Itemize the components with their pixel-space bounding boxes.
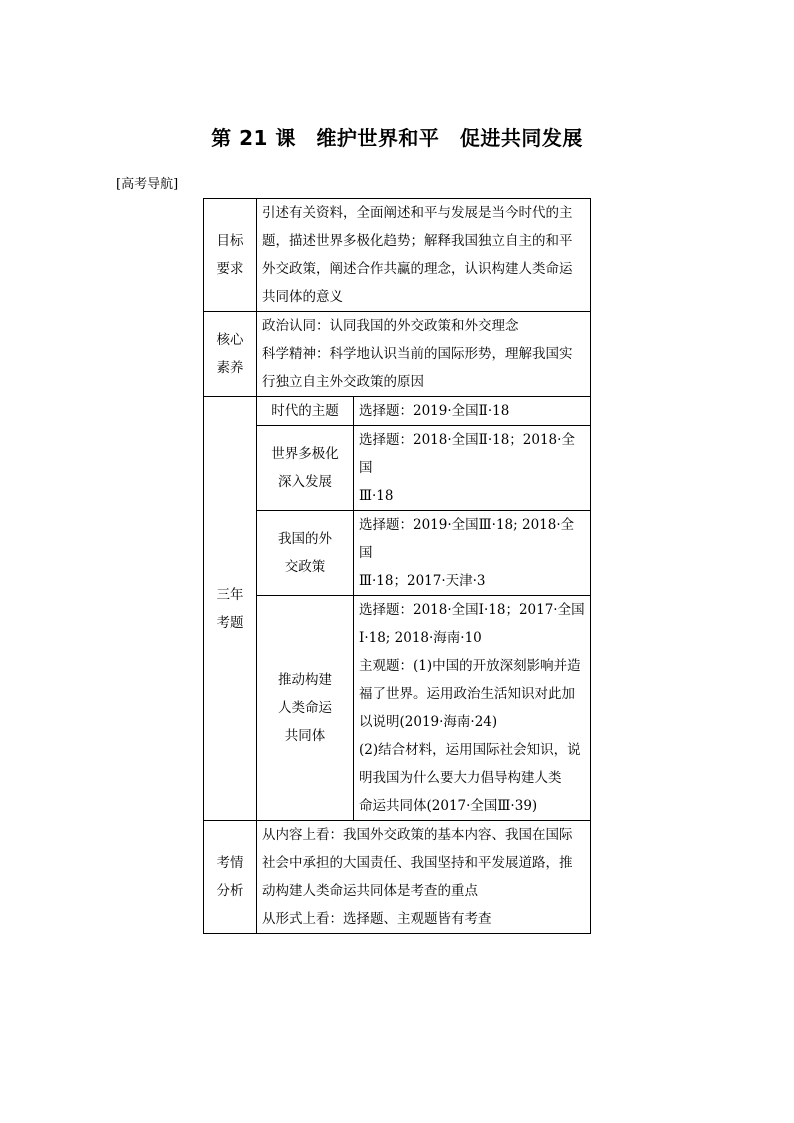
label-line: 考题 [216, 614, 244, 631]
text-line: Ⅲ·18 [359, 488, 394, 504]
text-line: 从形式上看：选择题、主观题皆有考查 [262, 911, 492, 927]
exam-topic [257, 426, 354, 511]
topic-line: 世界多极化 [271, 446, 339, 462]
text-line: 福了世界。运用政治生活知识对此加 [359, 686, 575, 702]
literacy-content [257, 312, 591, 397]
analysis-row [204, 821, 591, 934]
text-line: 以说明(2019·海南·24) [359, 714, 498, 730]
text-line: 选择题：2018·全国Ⅰ·18；2017·全国 [359, 602, 585, 618]
text-line: Ⅲ·18；2017·天津·3 [359, 573, 486, 589]
text-line: 选择题：2019·全国Ⅲ·18; 2018·全国 [359, 517, 575, 561]
exams-label [204, 397, 257, 821]
topic-line: 交政策 [284, 559, 326, 575]
section-label: [高考导航] [116, 177, 179, 192]
goal-row [204, 199, 591, 312]
label-line: 要求 [216, 261, 244, 277]
exam-topic [257, 511, 354, 596]
lesson-title: 第 21 课 维护世界和平 促进共同发展 [211, 126, 583, 150]
literacy-row [204, 312, 591, 397]
exam-row [204, 397, 591, 426]
exam-detail [354, 596, 591, 821]
topic-line: 推动构建 [278, 672, 332, 688]
text-line: 题，描述世界多极化趋势；解释我国独立自主的和平 [262, 233, 573, 249]
exam-topic [257, 596, 354, 821]
analysis-label [204, 821, 257, 934]
text-line: 引述有关资料，全面阐述和平与发展是当今时代的主 [262, 205, 573, 221]
goal-content [257, 199, 591, 312]
text-line: 外交政策，阐述合作共赢的理念，认识构建人类命运 [262, 261, 573, 277]
goal-label [204, 199, 257, 312]
topic-line: 时代的主题 [271, 403, 339, 419]
literacy-label [204, 312, 257, 397]
text-line: 共同体的意义 [262, 289, 343, 305]
exam-detail [354, 426, 591, 511]
topic-line: 共同体 [284, 728, 326, 744]
text-line: 选择题：2019·全国Ⅱ·18 [359, 403, 510, 419]
text-line: 社会中承担的大国责任、我国坚持和平发展道路，推 [262, 855, 573, 871]
exam-topic [257, 397, 354, 426]
exam-detail [354, 397, 591, 426]
label-line: 核心 [216, 332, 244, 348]
topic-line: 我国的外 [278, 531, 332, 547]
topic-line: 人类命运 [278, 700, 332, 716]
topic-line: 深入发展 [278, 474, 332, 490]
text-line: (2)结合材料，运用国际社会知识，说 [359, 742, 581, 758]
label-line: 素养 [216, 360, 244, 376]
exam-detail [354, 511, 591, 596]
label-line: 三年 [216, 586, 244, 603]
exam-guide-table [203, 198, 591, 934]
label-line: 目标 [216, 233, 244, 249]
text-line: 科学精神：科学地认识当前的国际形势，理解我国实 [262, 346, 573, 362]
label-line: 考情 [216, 855, 244, 871]
text-line: 从内容上看：我国外交政策的基本内容、我国在国际 [262, 827, 573, 843]
text-line: 行独立自主外交政策的原因 [262, 374, 424, 390]
text-line: 命运共同体(2017·全国Ⅲ·39) [359, 798, 538, 814]
exam-row [204, 596, 591, 821]
exam-row [204, 426, 591, 511]
text-line: 明我国为什么要大力倡导构建人类 [359, 770, 562, 786]
label-line: 分析 [216, 883, 244, 899]
text-line: Ⅰ·18; 2018·海南·10 [359, 630, 482, 646]
analysis-content [257, 821, 591, 934]
exam-row [204, 511, 591, 596]
text-line: 政治认同：认同我国的外交政策和外交理念 [262, 318, 519, 334]
text-line: 选择题：2018·全国Ⅱ·18；2018·全国 [359, 432, 575, 476]
text-line: 动构建人类命运共同体是考查的重点 [262, 883, 478, 899]
text-line: 主观题：(1)中国的开放深刻影响并造 [359, 658, 581, 674]
